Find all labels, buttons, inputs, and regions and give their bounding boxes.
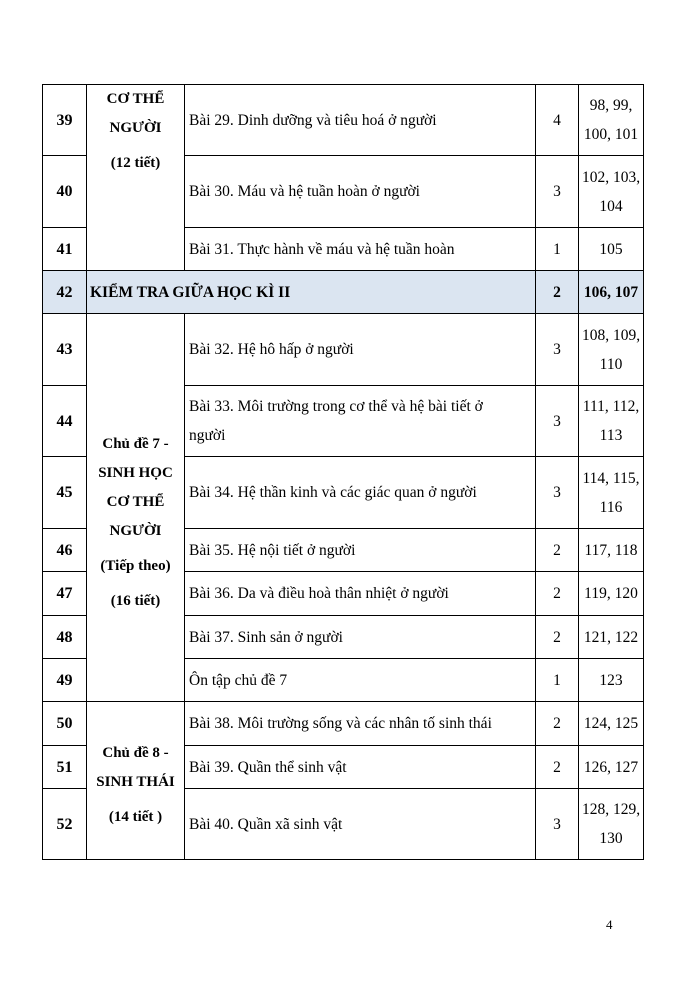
table-row <box>43 85 644 156</box>
weeks-cell: 126, 127 <box>579 746 644 789</box>
weeks-line: 128, 129, <box>581 801 641 818</box>
topic-line: (12 tiết) <box>110 155 161 171</box>
row-number: 46 <box>43 529 87 572</box>
weeks-line: 111, 112, <box>582 398 640 415</box>
weeks-line: 100, 101 <box>583 126 639 143</box>
lesson-cell: Bài 38. Môi trường sống và các nhân tố sinh thái <box>185 702 536 746</box>
row-number: 43 <box>43 314 87 386</box>
page-number: 4 <box>606 917 613 932</box>
weeks-cell: 105 <box>579 228 644 271</box>
weeks-cell: 119, 120 <box>579 572 644 616</box>
hours-cell: 2 <box>536 746 579 789</box>
exam-title: KIỂM TRA GIỮA HỌC KÌ II <box>87 271 536 314</box>
weeks-cell <box>579 314 644 386</box>
row-number: 51 <box>43 746 87 789</box>
weeks-cell: 123 <box>579 659 644 702</box>
lesson-cell: Ôn tập chủ đề 7 <box>185 659 536 702</box>
hours-cell: 3 <box>536 789 579 860</box>
table-row-exam <box>43 271 644 314</box>
hours-cell: 2 <box>536 271 579 314</box>
hours-cell: 1 <box>536 228 579 271</box>
topic-line: (Tiếp theo) <box>100 557 171 574</box>
lesson-cell <box>185 386 536 457</box>
topic-line: SINH THÁI <box>96 774 175 790</box>
hours-cell: 2 <box>536 616 579 659</box>
topic-line: Chủ đề 7 - <box>102 435 169 452</box>
lesson-cell: Bài 31. Thực hành về máu và hệ tuần hoàn <box>185 228 536 271</box>
weeks-cell: 124, 125 <box>579 702 644 746</box>
topic-line: CƠ THỂ <box>106 91 165 107</box>
lesson-line: người <box>189 427 226 444</box>
topic-line: NGƯỜI <box>109 522 162 539</box>
hours-cell: 4 <box>536 85 579 156</box>
weeks-line: 130 <box>599 830 623 847</box>
topic-line: NGƯỜI <box>109 120 162 136</box>
row-number: 48 <box>43 616 87 659</box>
lesson-line: Bài 33. Môi trường trong cơ thể và hệ bài tiết ở <box>189 398 483 415</box>
weeks-line: 98, 99, <box>589 97 633 114</box>
table-row <box>43 702 644 746</box>
topic-line: (14 tiết ) <box>108 809 163 825</box>
lesson-cell: Bài 37. Sinh sản ở người <box>185 616 536 659</box>
weeks-cell: 106, 107 <box>579 271 644 314</box>
hours-cell: 1 <box>536 659 579 702</box>
lesson-cell: Bài 35. Hệ nội tiết ở người <box>185 529 536 572</box>
hours-cell: 2 <box>536 702 579 746</box>
weeks-line: 113 <box>599 427 623 444</box>
weeks-cell <box>579 85 644 156</box>
topic-cell-7 <box>87 314 185 702</box>
weeks-cell <box>579 457 644 529</box>
lesson-cell: Bài 30. Máu và hệ tuần hoàn ở người <box>185 156 536 228</box>
hours-cell: 2 <box>536 572 579 616</box>
weeks-line: 116 <box>599 498 623 516</box>
hours-cell: 2 <box>536 529 579 572</box>
weeks-line: 102, 103, <box>581 168 641 186</box>
lesson-cell: Bài 40. Quần xã sinh vật <box>185 789 536 860</box>
hours-cell: 3 <box>536 386 579 457</box>
row-number: 50 <box>43 702 87 746</box>
topic-cell-8 <box>87 702 185 860</box>
weeks-cell <box>579 156 644 228</box>
row-number: 49 <box>43 659 87 702</box>
weeks-cell <box>579 789 644 860</box>
row-number: 47 <box>43 572 87 616</box>
weeks-line: 104 <box>599 197 623 215</box>
row-number: 40 <box>43 156 87 228</box>
row-number: 44 <box>43 386 87 457</box>
topic-line: Chủ đề 8 - <box>102 745 169 761</box>
hours-cell: 3 <box>536 156 579 228</box>
row-number: 41 <box>43 228 87 271</box>
row-number: 45 <box>43 457 87 529</box>
weeks-cell: 121, 122 <box>579 616 644 659</box>
row-number: 42 <box>43 271 87 314</box>
topic-line: CƠ THỂ <box>106 493 165 510</box>
lesson-cell: Bài 32. Hệ hô hấp ở người <box>185 314 536 386</box>
weeks-line: 108, 109, <box>581 326 641 344</box>
topic-line: SINH HỌC <box>98 464 173 481</box>
lesson-cell: Bài 29. Dinh dưỡng và tiêu hoá ở người <box>185 85 536 156</box>
weeks-line: 110 <box>599 355 623 373</box>
weeks-line: 114, 115, <box>582 469 640 487</box>
hours-cell: 3 <box>536 457 579 529</box>
row-number: 39 <box>43 85 87 156</box>
topic-line: (16 tiết) <box>110 592 161 609</box>
weeks-cell <box>579 386 644 457</box>
lesson-cell: Bài 39. Quần thể sinh vật <box>185 746 536 789</box>
hours-cell: 3 <box>536 314 579 386</box>
row-number: 52 <box>43 789 87 860</box>
weeks-cell: 117, 118 <box>579 529 644 572</box>
table-row <box>43 314 644 386</box>
lesson-cell: Bài 36. Da và điều hoà thân nhiệt ở người <box>185 572 536 616</box>
lesson-cell: Bài 34. Hệ thần kinh và các giác quan ở người <box>185 457 536 529</box>
topic-cell-6 <box>87 85 185 271</box>
curriculum-table <box>42 84 644 860</box>
